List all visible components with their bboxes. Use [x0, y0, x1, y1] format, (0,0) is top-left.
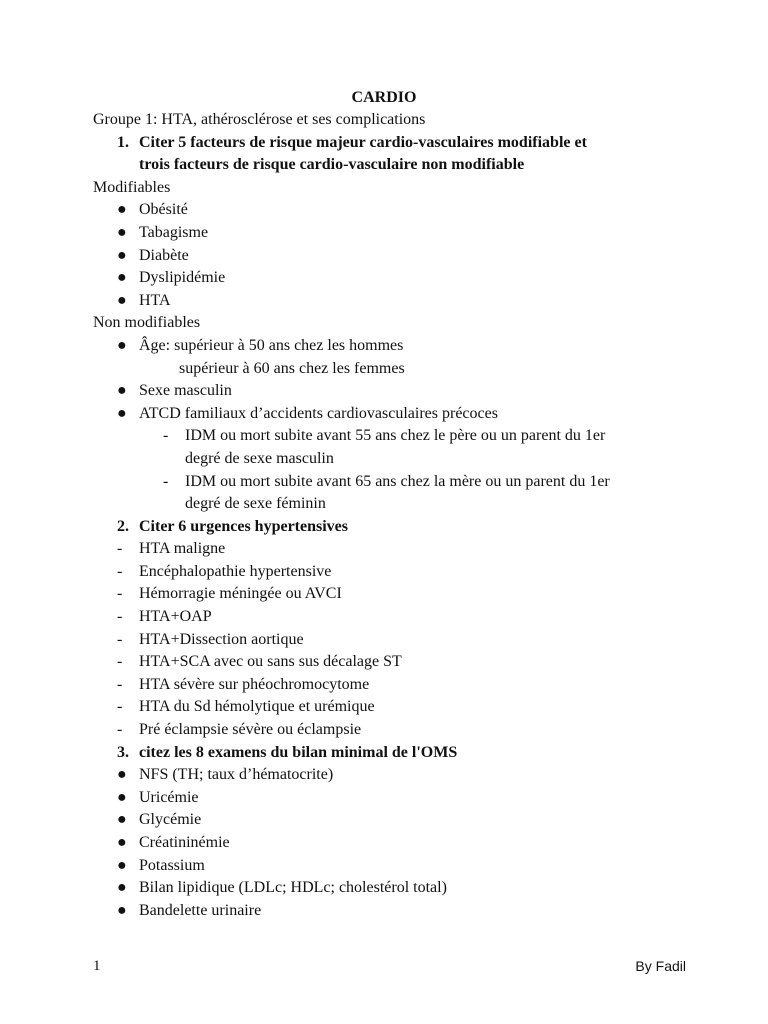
list-item-urgence: [93, 583, 693, 606]
dash-icon: -: [117, 608, 123, 626]
list-item-examen: [93, 877, 693, 900]
page-number: 1: [93, 958, 101, 974]
bullet-icon: ●: [117, 336, 127, 354]
non-modifiables-label: Non modifiables: [93, 314, 201, 332]
list-item-text: HTA+SCA avec ou sans sus décalage ST: [139, 653, 402, 671]
list-item-atcd: [93, 403, 693, 426]
list-item-urgence: [93, 561, 693, 584]
dash-icon: -: [117, 585, 123, 603]
atcd-sub-item: [93, 425, 693, 448]
atcd-sub-continuation: [93, 493, 693, 516]
question-3-text: citez les 8 examens du bilan minimal de l'OMS: [139, 743, 458, 761]
list-item-modifiable: [93, 199, 693, 222]
list-item-sexe: [93, 380, 693, 403]
age-line-1: Âge: supérieur à 50 ans chez les hommes: [139, 336, 404, 354]
bullet-icon: ●: [117, 223, 127, 241]
dash-icon: -: [117, 698, 123, 716]
list-item-urgence: [93, 651, 693, 674]
list-item-examen: [93, 832, 693, 855]
list-item-text: Bilan lipidique (LDLc; HDLc; cholestérol total): [139, 879, 447, 897]
list-item-text: Tabagisme: [139, 223, 209, 241]
list-item-text: HTA maligne: [139, 540, 226, 558]
list-item-modifiable: [93, 267, 693, 290]
question-2-text: Citer 6 urgences hypertensives: [139, 517, 348, 535]
atcd-sub-item: [93, 471, 693, 494]
list-item-text: Hémorragie méningée ou AVCI: [139, 585, 342, 603]
atcd-sub-line-2: degré de sexe masculin: [185, 449, 334, 467]
list-item-text: Bandelette urinaire: [139, 901, 262, 919]
list-item-text: Obésité: [139, 201, 188, 219]
dash-icon: -: [163, 472, 169, 490]
list-item-text: Créatininémie: [139, 834, 230, 851]
document-body: [93, 109, 693, 922]
question-2-number: 2.: [117, 517, 129, 535]
list-item-text: HTA sévère sur phéochromocytome: [139, 675, 370, 693]
dash-icon: -: [117, 562, 123, 580]
question-1-line-2: trois facteurs de risque cardio-vasculaire non modifiable: [139, 156, 525, 174]
question-1-number: 1.: [117, 133, 129, 151]
bullet-icon: ●: [117, 901, 127, 919]
list-item-urgence: [93, 629, 693, 652]
atcd-sub-line-2: degré de sexe féminin: [185, 495, 326, 513]
list-item-text: Potassium: [139, 856, 205, 874]
group-heading: Groupe 1: HTA, athérosclérose et ses complications: [93, 111, 426, 128]
list-item-examen: [93, 787, 693, 810]
bullet-icon: ●: [117, 246, 127, 264]
list-item-text: Encéphalopathie hypertensive: [139, 562, 332, 580]
age-line-2: supérieur à 60 ans chez les femmes: [179, 359, 405, 377]
dash-icon: -: [163, 427, 169, 445]
bullet-icon: ●: [117, 201, 127, 219]
dash-icon: -: [117, 630, 123, 648]
dash-icon: -: [117, 721, 123, 739]
list-item-urgence: [93, 696, 693, 719]
atcd-sub-line-1: IDM ou mort subite avant 65 ans chez la mère ou un parent du 1er: [185, 472, 610, 490]
bullet-icon: ●: [117, 788, 127, 806]
list-item-text: HTA du Sd hémolytique et urémique: [139, 698, 375, 716]
atcd-sub-continuation: [93, 448, 693, 471]
list-item-text: Dyslipidémie: [139, 269, 226, 287]
list-item-text: Pré éclampsie sévère ou éclampsie: [139, 721, 362, 739]
list-item-text: Sexe masculin: [139, 382, 232, 400]
modifiables-label: Modifiables: [93, 178, 171, 196]
bullet-icon: ●: [117, 291, 127, 309]
list-item-text: Glycémie: [139, 811, 202, 829]
question-2: [93, 516, 693, 539]
list-item-examen: [93, 764, 693, 787]
bullet-icon: ●: [117, 811, 127, 829]
list-item-text: HTA+OAP: [139, 608, 212, 626]
bullet-icon: ●: [117, 382, 127, 400]
list-item-urgence: [93, 606, 693, 629]
list-item-text: ATCD familiaux d’accidents cardiovasculaires précoces: [139, 404, 498, 422]
list-item-text: NFS (TH; taux d’hématocrite): [139, 766, 334, 784]
list-item-urgence: [93, 719, 693, 742]
question-3-number: 3.: [117, 743, 129, 761]
dash-icon: -: [117, 653, 123, 671]
list-item-text: HTA+Dissection aortique: [139, 630, 304, 648]
list-item-modifiable: [93, 245, 693, 268]
bullet-icon: ●: [117, 269, 127, 287]
list-item-text: Uricémie: [139, 788, 199, 806]
list-item-examen: [93, 900, 693, 923]
question-1-line-1: Citer 5 facteurs de risque majeur cardio-vasculaires modifiable et: [139, 133, 587, 151]
list-item-text: HTA: [139, 291, 171, 309]
list-item-examen: [93, 855, 693, 878]
list-item-urgence: [93, 538, 693, 561]
list-item-urgence: [93, 674, 693, 697]
list-item-age: [93, 335, 693, 358]
dash-icon: -: [117, 675, 123, 693]
list-item-examen: [93, 809, 693, 832]
bullet-icon: ●: [117, 856, 127, 874]
question-3: [93, 742, 693, 765]
dash-icon: -: [117, 540, 123, 558]
atcd-sub-line-1: IDM ou mort subite avant 55 ans chez le père ou un parent du 1er: [185, 427, 606, 445]
bullet-icon: ●: [117, 834, 127, 851]
list-item-modifiable: [93, 290, 693, 313]
page-title: CARDIO: [351, 89, 417, 106]
footer-author: By Fadil: [635, 958, 686, 974]
bullet-icon: ●: [117, 879, 127, 897]
list-item-text: Diabète: [139, 246, 189, 264]
question-1: [93, 132, 693, 177]
list-item-modifiable: [93, 222, 693, 245]
bullet-icon: ●: [117, 766, 127, 784]
bullet-icon: ●: [117, 404, 127, 422]
